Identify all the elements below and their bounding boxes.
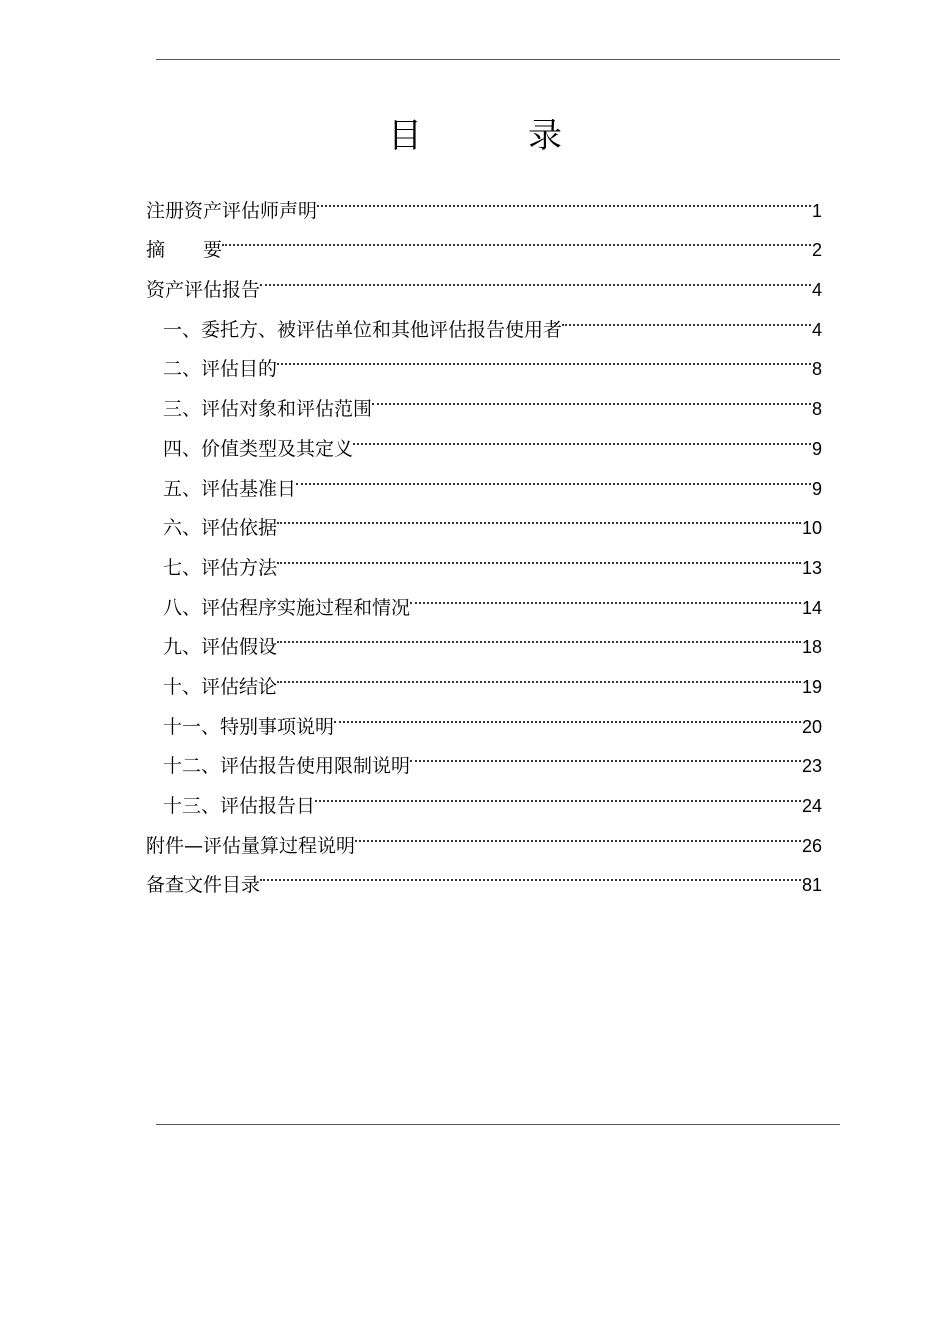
toc-entry-page-number: 13 (801, 557, 822, 578)
toc-entry-label: 资产评估报告 (146, 279, 261, 302)
toc-entry-page-number: 8 (811, 359, 822, 380)
toc-entry-label: 附件—评估量算过程说明 (146, 834, 356, 857)
toc-entry-label: 六、评估依据 (163, 517, 278, 540)
toc-entry-page-number: 23 (801, 756, 822, 777)
toc-entry-label: 注册资产评估师声明 (146, 199, 318, 222)
toc-entry-page-number: 81 (801, 875, 822, 896)
toc-entry-label: 四、价值类型及其定义 (163, 437, 354, 460)
toc-leader-dots (222, 217, 812, 257)
toc-leader-dots (277, 614, 802, 654)
toc-entry-label: 十二、评估报告使用限制说明 (163, 755, 411, 778)
toc-entry-page-number: 10 (801, 518, 822, 539)
toc-leader-dots (296, 455, 812, 495)
toc-leader-dots (562, 296, 812, 336)
header-rule (156, 59, 840, 60)
toc-leader-dots (277, 495, 802, 535)
toc-entry-page-number: 8 (811, 399, 822, 420)
toc-entry-label: 十一、特别事项说明 (163, 715, 335, 738)
toc-entry[interactable] (146, 256, 822, 302)
toc-entry-label: 摘 要 (146, 239, 223, 262)
toc-entry-page-number: 1 (811, 200, 822, 221)
toc-entry[interactable] (146, 177, 822, 222)
toc-entry-page-number: 19 (801, 676, 822, 697)
toc-leader-dots (355, 812, 802, 852)
toc-entry-label: 八、评估程序实施过程和情况 (163, 596, 411, 619)
toc-leader-dots (277, 653, 802, 693)
toc-leader-dots (277, 336, 812, 376)
toc-entry-label: 十三、评估报告日 (163, 795, 316, 817)
toc-entry-label: 七、评估方法 (163, 556, 278, 579)
footer-rule (156, 1124, 840, 1125)
table-of-contents (146, 177, 822, 897)
toc-entry-page-number: 24 (801, 796, 822, 816)
toc-leader-dots (317, 177, 812, 217)
toc-entry-page-number: 2 (811, 240, 822, 261)
toc-leader-dots (410, 733, 802, 773)
toc-leader-dots (260, 256, 812, 296)
toc-entry-page-number: 18 (801, 637, 822, 658)
toc-leader-dots (410, 574, 802, 614)
toc-entry-label: 备查文件目录 (146, 874, 261, 897)
toc-entry-label: 三、评估对象和评估范围 (163, 398, 373, 421)
toc-leader-dots (353, 415, 812, 455)
toc-entry-page-number: 9 (811, 478, 822, 499)
toc-entry-label: 十、评估结论 (163, 675, 278, 698)
toc-entry[interactable] (146, 217, 822, 262)
page-title: 目 录 (388, 116, 598, 156)
toc-leader-dots (315, 772, 802, 812)
toc-entry-page-number: 26 (801, 835, 822, 856)
toc-entry-label: 一、委托方、被评估单位和其他评估报告使用者 (163, 318, 563, 341)
toc-entry-page-number: 4 (811, 280, 822, 301)
toc-leader-dots (334, 693, 802, 733)
toc-leader-dots (277, 534, 802, 574)
toc-entry-label: 二、评估目的 (163, 358, 278, 381)
toc-entry-page-number: 9 (811, 438, 822, 459)
toc-entry-page-number: 14 (801, 597, 822, 618)
toc-entry-page-number: 20 (801, 716, 822, 737)
toc-entry-label: 九、评估假设 (163, 636, 278, 659)
toc-leader-dots (260, 852, 802, 892)
toc-entry-page-number: 4 (811, 319, 822, 340)
toc-entry-label: 五、评估基准日 (163, 477, 297, 500)
toc-leader-dots (372, 375, 812, 415)
